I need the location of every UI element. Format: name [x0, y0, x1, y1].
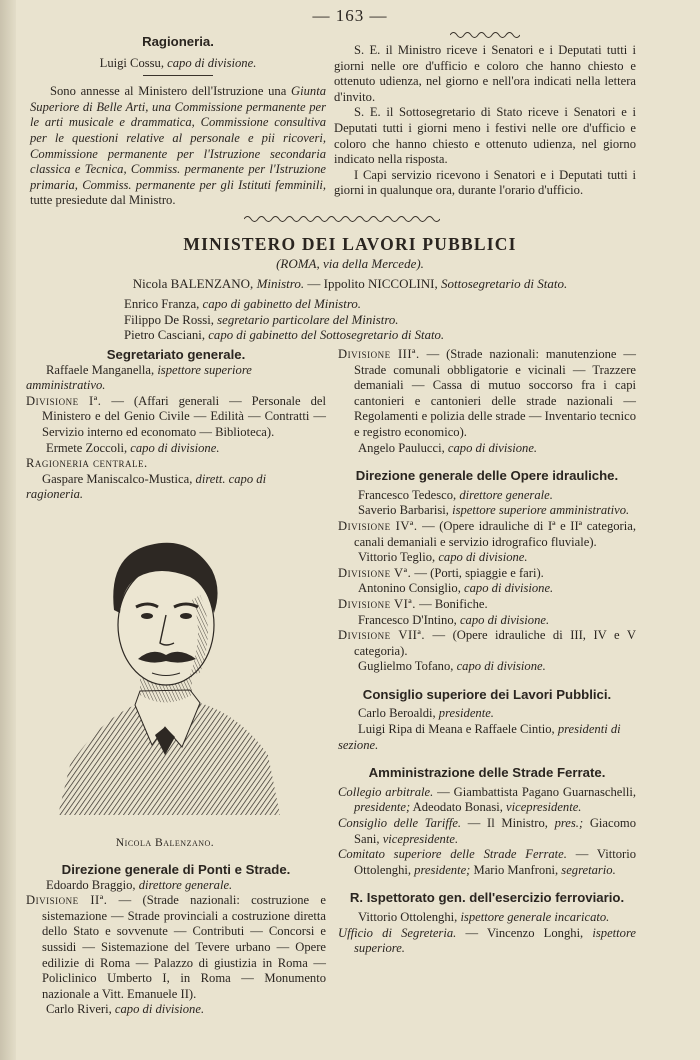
section-heading-strade-ferrate: Amministrazione delle Strade Ferrate.: [368, 765, 606, 781]
page-number: — 163 —: [312, 6, 388, 25]
entry: Raffaele Manganella, ispettore superiore amministrativo.: [26, 362, 252, 393]
portrait-caption: Nicola Balenzano.: [115, 836, 215, 849]
right-top-column: [334, 30, 636, 199]
division-entry: Divisione VIIª. — (Opere idrauliche di III, IV e V categoria).: [338, 628, 636, 658]
entry: Guglielmo Tofano, capo di divisione.: [358, 659, 546, 674]
left-top-column: [30, 34, 326, 209]
page-gutter: [0, 0, 16, 1060]
entry: Francesco Tedesco, direttore generale.: [358, 487, 553, 502]
division-entry: Divisione Iª. — (Affari generali — Personale del Ministero e del Genio Civile — Edilità — Contratti — Servizio interno ed economato — Biblioteca).: [26, 393, 326, 439]
entry: Carlo Riveri, capo di divisione.: [46, 1002, 205, 1017]
staff-line: Enrico Franza, capo di gabinetto del Ministro.: [124, 297, 361, 311]
wavy-ornament: [450, 30, 520, 40]
entry: Vittorio Teglio, capo di divisione.: [358, 550, 528, 565]
reception-undersecretary: S. E. il Sottosegretario di Stato riceve i Senatori e i Deputati tutti i giorni meno i festivi nelle ore d'ufficio e coloro che hanno chiesto e ottenuto udienza, nel giorno indicato nella risposta.: [334, 105, 636, 167]
entry: Antonino Consiglio, capo di divisione.: [358, 581, 554, 596]
division-entry: Divisione IVª. — (Opere idrauliche di Iª e IIª categoria, canali demaniali e servizio idrografico fluviale).: [338, 518, 636, 549]
section-heading-segretariato: Segretariato generale.: [106, 347, 246, 362]
division-entry: Divisione VIª. — Bonifiche.: [338, 596, 488, 611]
committee-entry: Collegio arbitrale. — Giambattista Pagano Guarnaschelli, presidente; Adeodato Bonasi, vicepresidente.: [338, 784, 637, 815]
entry: Edoardo Braggio, direttore generale.: [46, 877, 233, 892]
staff-line: Filippo De Rossi, segretario particolare del Ministro.: [124, 312, 399, 327]
entry: Ermete Zoccoli, capo di divisione.: [46, 440, 220, 455]
section-heading-ragioneria: Ragioneria.: [142, 34, 214, 49]
minister-line: Nicola BALENZANO, Ministro. — Ippolito NICCOLINI, Sottosegretario di Stato.: [132, 276, 568, 291]
entry: Angelo Paulucci, capo di divisione.: [358, 440, 538, 455]
ragioneria-head: Luigi Cossu, capo di divisione.: [99, 55, 257, 70]
committee-entry: Consiglio delle Tariffe. — Il Ministro, pres.; Giacomo Sani, vicepresidente.: [338, 816, 636, 846]
section-heading-ispettorato: R. Ispettorato gen. dell'esercizio ferroviario.: [349, 890, 625, 906]
ponti-strade-section: [26, 862, 326, 1018]
ministry-address: (ROMA, via della Mercede).: [276, 256, 424, 271]
reception-minister: S. E. il Ministro riceve i Senatori e i Deputati tutti i giorni nelle ore d'ufficio e coloro che hanno chiesto e ottenuto udienza, nel giorno e nell'ora indicati nella lettera d'invito.: [334, 43, 636, 104]
entry: Francesco D'Intino, capo di divisione.: [358, 612, 550, 627]
cabinet-staff: [124, 297, 444, 344]
ragioneria-centrale-label: Ragioneria centrale.: [26, 456, 148, 471]
entry: Luigi Ripa di Meana e Raffaele Cintio, presidenti di sezione.: [338, 722, 621, 752]
portrait-engraving: [40, 515, 290, 815]
division-entry: Divisione IIIª. — (Strade nazionali: manutenzione — Strade comunali obbligatorie e vicinali — Trazzere demaniali — Cassa di mutuo soccorso fra i capi cantonieri e cantonieri delle strade nazionali — Regolamenti e polizia delle strade — Inventario tecnico e registro economico).: [338, 347, 636, 439]
right-bottom-column: [338, 347, 636, 957]
committee-entry: Comitato superiore delle Strade Ferrate. — Vittorio Ottolenghi, presidente; Mario Manfroni, segretario.: [338, 847, 636, 877]
entry: Carlo Beroaldi, presidente.: [358, 706, 494, 721]
section-heading-opere-idrauliche: Direzione generale delle Opere idrauliche.: [355, 468, 619, 484]
segretariato-section: [26, 347, 326, 503]
section-heading-consiglio-superiore: Consiglio superiore dei Lavori Pubblici.: [362, 686, 612, 702]
section-heading-ponti-strade: Direzione generale di Ponti e Strade.: [61, 862, 291, 877]
division-entry: Divisione IIª. — (Strade nazionali: costruzione e sistemazione — Strade provinciali a costruzione diretta dello Stato e sovvenute — Contributi — Concorsi e sussidi — Sistemazione del Tevere urbano — Opere edilizie di Roma — Palazzo di giustizia in Roma — Policlinico Umberto I, in Roma — Monumento nazionale a Vitt. Emanuele II).: [26, 893, 326, 1001]
staff-line: Pietro Casciani, capo di gabinetto del Sottosegretario di Stato.: [124, 328, 445, 343]
entry: Vittorio Ottolenghi, ispettore generale incaricato.: [358, 910, 610, 924]
short-rule: [143, 75, 213, 76]
entry: Saverio Barbarisi, ispettore superiore amministrativo.: [358, 503, 630, 518]
entry: Gaspare Maniscalco-Mustica, dirett. capo di ragioneria.: [26, 471, 267, 502]
committee-entry: Ufficio di Segreteria. — Vincenzo Longhi, ispettore superiore.: [338, 925, 636, 956]
ministry-title: MINISTERO DEI LAVORI PUBBLICI: [183, 234, 517, 254]
section-separator-ornament: [244, 214, 440, 224]
division-entry: Divisione Vª. — (Porti, spiaggie e fari).: [338, 565, 544, 580]
annexed-commissions-paragraph: Sono annesse al Ministero dell'Istruzione una Giunta Superiore di Belle Arti, una Commissione permanente per le arti musicale e drammatica, Commissione consultiva per le questioni relative al personale e pii ricoveri, Commissione permanente per l'Istruzione secondaria classica e Tecnica, Commiss. permanente per l'Istruzione primaria, Commiss. permanente per gli Istituti femminili, tutte presiedute dal Ministro.: [30, 84, 326, 208]
reception-chiefs: I Capi servizio ricevono i Senatori e i Deputati tutti i giorni in qualunque ora, durante l'orario d'ufficio.: [334, 167, 636, 198]
